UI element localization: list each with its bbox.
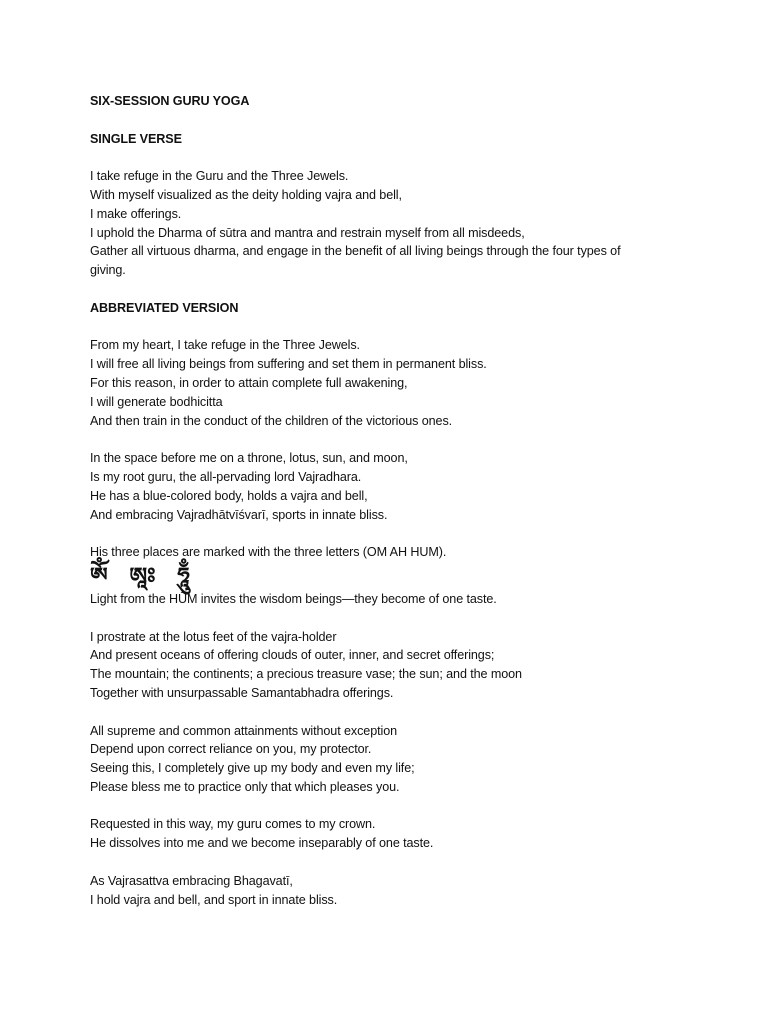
spacer	[90, 430, 660, 449]
verse-line: I will free all living beings from suffering and set them in permanent bliss.	[90, 357, 487, 372]
tibetan-syllables	[90, 564, 660, 590]
verse-line: I uphold the Dharma of sūtra and mantra and restrain myself from all misdeeds,	[90, 225, 525, 240]
verse-line: And embracing Vajradhātvīśvarī, sports in innate bliss.	[90, 507, 388, 522]
verse-line: Requested in this way, my guru comes to my crown.	[90, 817, 376, 832]
section-heading-abbreviated-version: ABBREVIATED VERSION	[90, 300, 239, 315]
light-line: Light from the HŪM invites the wisdom beings—they become of one taste.	[90, 591, 497, 606]
syllable-hum: ཧཱུྃ	[177, 563, 190, 589]
spacer	[90, 853, 660, 872]
document-body	[90, 92, 660, 909]
verse-line: Gather all virtuous dharma, and engage in the benefit of all living beings through the four types of	[90, 244, 621, 259]
spacer	[90, 703, 660, 722]
section-heading-single-verse: SINGLE VERSE	[90, 131, 182, 146]
verse-line: And then train in the conduct of the children of the victorious ones.	[90, 413, 453, 428]
verse-line: In the space before me on a throne, lotus, sun, and moon,	[90, 451, 408, 466]
verse-line: I hold vajra and bell, and sport in innate bliss.	[90, 892, 338, 907]
syllable-om: ཨོཾ	[90, 563, 108, 589]
spacer	[90, 111, 660, 130]
verse-line: I take refuge in the Guru and the Three Jewels.	[90, 169, 349, 184]
stanza-refuge	[90, 336, 660, 430]
spacer	[90, 280, 660, 299]
verse-line: I make offerings.	[90, 206, 182, 221]
verse-line: Depend upon correct reliance on you, my protector.	[90, 742, 372, 757]
verse-line: Seeing this, I completely give up my body and even my life;	[90, 761, 415, 776]
spacer	[90, 524, 660, 543]
verse-line: Is my root guru, the all-pervading lord Vajradhara.	[90, 469, 362, 484]
verse-line: He dissolves into me and we become inseparably of one taste.	[90, 836, 434, 851]
stanza-offerings	[90, 628, 660, 703]
verse-line: The mountain; the continents; a precious treasure vase; the sun; and the moon	[90, 667, 522, 682]
verse-line: With myself visualized as the deity holding vajra and bell,	[90, 187, 402, 202]
spacer	[90, 318, 660, 337]
verse-line: All supreme and common attainments without exception	[90, 723, 398, 738]
stanza-reliance	[90, 722, 660, 797]
verse-line: As Vajrasattva embracing Bhagavatī,	[90, 873, 293, 888]
verse-line: giving.	[90, 263, 126, 278]
verse-line: And present oceans of offering clouds of outer, inner, and secret offerings;	[90, 648, 495, 663]
single-verse-text	[90, 167, 660, 280]
stanza-vajrasattva	[90, 872, 660, 910]
verse-line: I will generate bodhicitta	[90, 394, 223, 409]
spacer	[90, 797, 660, 816]
verse-line: Together with unsurpassable Samantabhadra offerings.	[90, 685, 394, 700]
verse-line: I prostrate at the lotus feet of the vajra-holder	[90, 629, 337, 644]
syllable-ah: ཨཱཿ	[129, 563, 156, 589]
verse-line: He has a blue-colored body, holds a vajra and bell,	[90, 488, 368, 503]
document-title: SIX-SESSION GURU YOGA	[90, 94, 250, 108]
three-places-line: His three places are marked with the three letters (OM AH HUM).	[90, 545, 447, 560]
spacer	[90, 609, 660, 628]
spacer	[90, 148, 660, 167]
stanza-dissolution	[90, 815, 660, 853]
verse-line: From my heart, I take refuge in the Three Jewels.	[90, 338, 360, 353]
verse-line: For this reason, in order to attain complete full awakening,	[90, 375, 408, 390]
verse-line: Please bless me to practice only that which pleases you.	[90, 779, 400, 794]
stanza-visualization	[90, 449, 660, 524]
